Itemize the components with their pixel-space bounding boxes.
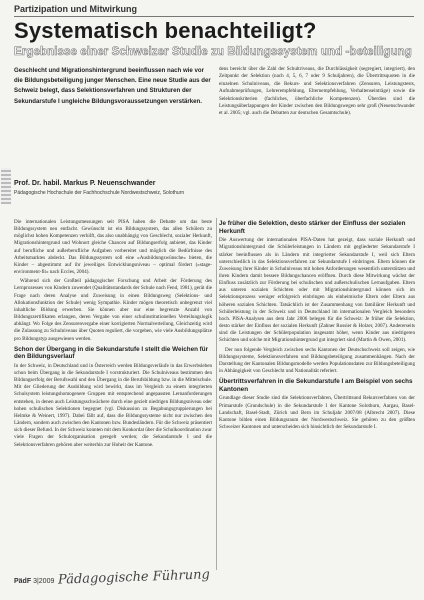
page-footer xyxy=(14,578,54,585)
author-name: Prof. Dr. habil. Markus P. Neuenschwander xyxy=(14,180,156,187)
left-column xyxy=(14,219,212,451)
journal-issue: 3|2009 xyxy=(33,578,55,585)
body-paragraph: Der nun folgende Vergleich zwischen sechs Kantonen der Deutschschweiz soll zeigen, wie Bildungssysteme, Selektionsverfahren und Bildungsbeteiligung zusammenhängen. Nach der Darstellung der Kantonalen Bildungsmodelle werden Populationsdaten zur Bildungsbeteiligung in Abhängigkeit von Geschlecht und Nationalität referiert. xyxy=(219,346,415,374)
body-paragraph: Grundlage dieser Studie sind die Selektionsverfahren, Übertrittsund Rekursverfahren von der Primarstufe (Grundschule) in die Sekundarstufe I der Kantone Solothurn, Aargau, Basel-Landschaft, Basel-Stadt, Zürich und Bern im Schuljahr 2007/08 (Albrecht 2007). Diese Kantone bilden einen Bildungsraum der Nordwestschweiz. Sie gehören zu den größten Schweizer Kantonen und unterscheiden sich hinsichtlich der Sekundarstufe I. xyxy=(219,395,415,430)
body-paragraph: In der Schweiz, in Deutschland und in Österreich werden Bildungsverläufe in das Erwerbsleben schon beim Übergang in die Sekundarstufe I vorstrukturiert. Die Schulniveaus bestimmen den Bildungserfolg der Berufswahl und den Übergang in die Berufsbildung bzw. in die Mittelschule. Mit der Gliederung der Ausbildung wird bewirkt, dass im Vergleich zu einem integrierten Schulsystem leistungshomogenere Gruppen mit entsprechend angepassten Lernanforderungen entstehen, in denen auch Leistungsschwächere durch eine gezielt niedrigen Bildungsniveau oder hohen schulischen Selektionen begegnet (vgl. Diskussion zu Begabungsgruppierungen bei Helmke & Weinert, 1997). Dabei fällt auf, dass die Bildungssysteme nicht nur zwischen den Ländern, sondern auch zwischen den Kantonen bzw. Bundesländern. Für die Schweiz präsentiert sich dieser Befund. In der Schweiz konnten mit dem Konkordat über die Schulkoordination zwar viele Fragen der Schulorganisation geregelt werden; die Sekundarstufe I und die Selektionsverfahren gehören aber weiterhin zur Hoheit der Kantone. xyxy=(14,362,212,448)
section-heading: Schon der Übergang in die Sekundarstufe I stellt die Weichen für den Bildungsverlauf xyxy=(14,345,209,361)
section-heading: Je früher die Selektion, desto stärker der Einfluss der sozialen Herkunft xyxy=(219,220,406,235)
author-affiliation: Pädagogische Hochschule der Fachhochschule Nordwestschweiz, Solothurn xyxy=(14,190,185,196)
journal-brand: PädF xyxy=(14,578,32,585)
top-right-text: dens bereicht über die Zahl der Schultriveaus, die Durchlässigkeit (segregiert, integriert), den Zeitpunkt der Selektion (nach 4, 5, 6, 7 oder 9 Schuljahren), die Übertrittsquoten in die einzelnen Schulniveaus, die Rekurs- und Selektionsverfahren (Zensuren, Leistungstests, Aufnahmeprüfungen, Lehrerempfehlung, Elternempfehlung, Verhaltenseinträge) sowie die Selektionskriterien (fachliches, überfachliche Kompetenzen). Überdies sind die Leistungsüberlappungen der Kinder zwischen den Bildungswegen sehr groß (Neuenschwander et al. 2005; vgl. auch die Debatten zur deutschen Gesamtschule). xyxy=(219,66,415,117)
margin-scan-mark xyxy=(1,168,11,204)
column-divider xyxy=(216,218,217,570)
right-column xyxy=(219,220,415,433)
section-rubric: Partizipation und Mitwirkung xyxy=(14,4,137,14)
article-subtitle: Ergebnisse einer Schweizer Studie zu Bildungssystem und -beteiligung xyxy=(14,46,412,58)
body-paragraph: Während sich der Großteil pädagogischer Forschung und Arbeit der Förderung des Lernprozesses von Kindern zuwendet (Qualitätsstandards der Schule nach Fend, 1981), gerät die Frage nach deren Analyse und Zuweisung in einen Bildungsweg (Selektions- und Allokationsfunktion der Schule) wenig Sympathie. Kinder mögen theoretisch unbegrenzt viel inhaltliche Bildung erwerben. Sie können aber nur eine begrenzte Anzahl von Bildungszertifikaten erlangen, deren Vergabe von einer schulinstitutionellen Verteilungslogik abhängt. Wo Folge des Zensurenvergabe einer korrigierten Normalverteilung, Gleichzeitig wird die Zulassung zu Schulniveaus über Quoten reguliert, die vorgeben, wie viele Ausbildungsplätze pro Bildungstyp ausgewiesen werden. xyxy=(14,278,212,342)
body-paragraph: Die internationalen Leistungsmessungen seit PISA haben die Debatte um das beste Bildungssystem neu entfacht. Gewünscht ist ein Bildungssystem, das allen Schülern zu möglichst hohen Kompetenzen verhilft, das also unabhängig von Geschlecht, sozialer Herkunft, Migrationshintergrund und Wohnort gleiche Chancen auf Bildungserfolg anbietet, das Kinder auf berufliche und außerberufliche Aufgaben vorbereitet und möglich die Bedürfnisse des Arbeitsmarktes abdeckt. Das Bildungssystem soll eine »Ausbildungswünsche« bieten, die Kinder – abgestimmt auf ihr jeweiliges Entwicklungsniveau – optimal fördert (»stage-environment-fit« nach Eccles, 2004). xyxy=(14,219,212,276)
rubric-divider xyxy=(14,16,414,17)
section-heading: Übertrittsverfahren in die Sekundarstufe I am Beispiel von sechs Kantonen xyxy=(219,378,413,393)
article-lead: Geschlecht und Migrationshintergrund beeinflussen nach wie vor die Bildungsbeteiligung junger Menschen. Eine neue Studie aus der Schweiz belegt, dass Selektionsverfahren und Strukturen der Sekundarstufe I ungleiche Bildungsvoraussetzungen verstärken. xyxy=(14,67,211,105)
body-paragraph: Die Auswertung der internationalen PISA-Daten hat gezeigt, dass soziale Herkunft und Migrationshintergrund die Schülerleistungen in Ländern mit gegliederter Sekundarstufe I stärker beeinflussen als in Ländern mit integrierter Sekundarstufe I, weil sich Eltern unterschiedlich in das Selektionsverfahren zur Sekundarstufe I einbringen. Eltern können die Zuweisung ihrer Kinder in Schulniveaus mit hohen Anforderungen wesentlich unterstützen und ihren Kindern damit bessere Bildungschancen eröffnen. Durch diese Mitwirkung wächst der Einfluss zusätzlich zur Förderung bei schulischen und außerschulischen Lernaufgaben. Eltern aus unteren sozialen Schichten oder mit Migrationshintergrund können sich im Selektionsprozess weniger erfolgreich einbringen als einheimische Eltern oder Eltern aus höheren sozialen Schichten. Tatsächlich ist der Zusammenhang von familiärer Herkunft und Schülerleistung in der Schweiz und in Deutschland im internationalen Vergleich besonders hoch. PISA-Analysen aus dem Jahr 2006 belegen für die Schweiz: Je früher die Selektion, desto stärker der Einfluss der sozialen Herkunft (Zahner Rossier & Holzer, 2007). Andererseits sind die Leistungen der Schülerpopulation insgesamt höher, wenn Kinder aus niedrigeren Schichten und solche mit Migrationshintergrund gut integriert sind (Martin & Owen, 2001). xyxy=(219,237,415,344)
handwritten-note: Pädagogische Führung xyxy=(57,567,211,588)
article-title: Systematisch benachteiligt? xyxy=(14,18,317,43)
